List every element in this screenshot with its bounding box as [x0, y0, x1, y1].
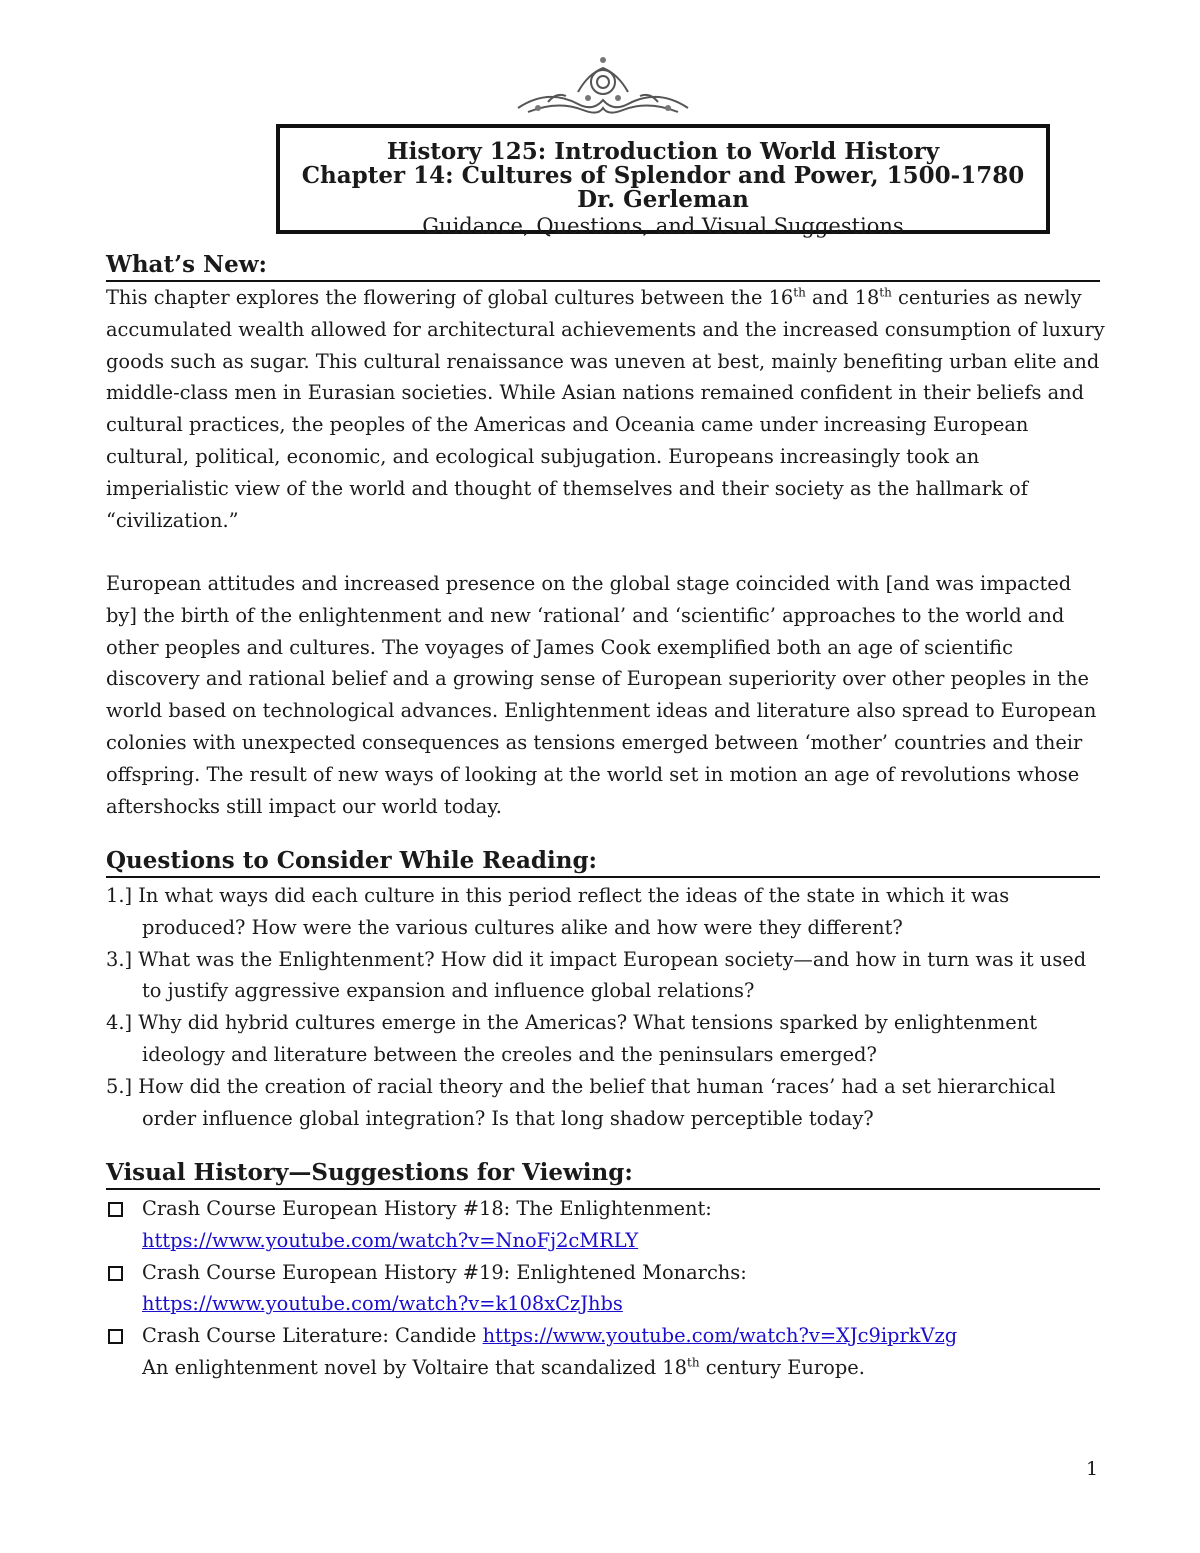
question-item: 5.] How did the creation of racial theory and the belief that human ‘races’ had a set hierarchical order influence global integration? Is that long shadow perceptible today? — [106, 1074, 1056, 1130]
viewing-item-note: An enlightenment novel by Voltaire that scandalized 18th century Europe. — [142, 1355, 865, 1379]
decorative-flourish-icon — [508, 52, 698, 124]
viewing-item-text: Crash Course European History #18: The Enlightenment: — [142, 1197, 712, 1220]
viewing-item — [106, 1193, 1106, 1257]
questions-heading: Questions to Consider While Reading: — [106, 846, 1100, 878]
whats-new-paragraph-1: This chapter explores the flowering of global cultures between the 16th and 18th centuries as newly accumulated wealth allowed for architectural achievements and the increased consumption of luxury goods such as sugar. This cultural renaissance was uneven at best, mainly benefiting urban elite and middle-class men in Eurasian societies. While Asian nations remained confident in their beliefs and cultural practices, the peoples of the Americas and Oceania came under increasing European cultural, political, economic, and ecological subjugation. Europeans increasingly took an imperialistic view of the world and thought of themselves and their society as the hallmark of “civilization.” — [106, 285, 1105, 532]
page-number: 1 — [1086, 1458, 1099, 1480]
whats-new-paragraph-2: European attitudes and increased presence on the global stage coincided with [and was impacted by] the birth of the enlightenment and new ‘rational’ and ‘scientific’ approaches to the world and other peoples and cultures. The voyages of James Cook exemplified both an age of scientific discovery and rational belief and a growing sense of European superiority over other peoples in the world based on technological advances. Enlightenment ideas and literature also spread to European colonies with unexpected consequences as tensions emerged between ‘mother’ countries and their offspring. The result of new ways of looking at the world set in motion an age of revolutions whose aftershocks still impact our world today. — [106, 572, 1097, 818]
question-item: 3.] What was the Enlightenment? How did it impact European society—and how in turn was it used to justify aggressive expansion and influence global relations? — [106, 947, 1087, 1003]
questions-list — [106, 880, 1106, 1134]
whats-new-heading: What’s New: — [106, 250, 1100, 282]
checkbox-square-icon — [108, 1266, 123, 1281]
visual-history-heading: Visual History—Suggestions for Viewing: — [106, 1158, 1100, 1190]
document-subtitle: Guidance, Questions, and Visual Suggestions — [422, 214, 904, 238]
video-link[interactable]: https://www.youtube.com/watch?v=NnoFj2cMRLY — [142, 1228, 639, 1252]
video-link[interactable]: https://www.youtube.com/watch?v=XJc9iprkVzg — [482, 1324, 958, 1348]
instructor-name: Dr. Gerleman — [577, 186, 749, 213]
chapter-title: Chapter 14: Cultures of Splendor and Power, 1500-1780 — [301, 162, 1025, 189]
viewing-item — [106, 1257, 1106, 1321]
viewing-item-text: Crash Course European History #19: Enlightened Monarchs: — [142, 1260, 747, 1284]
viewing-item-text: Crash Course Literature: Candide — [142, 1324, 483, 1348]
title-box — [276, 124, 1050, 238]
viewing-item — [106, 1320, 1106, 1384]
question-item: 4.] Why did hybrid cultures emerge in the Americas? What tensions sparked by enlightenment ideology and literature between the creoles and the peninsulars emerged? — [106, 1011, 1038, 1066]
course-title: History 125: Introduction to World History — [386, 138, 940, 165]
viewing-suggestions-list — [106, 1193, 1106, 1384]
checkbox-square-icon — [108, 1202, 123, 1217]
question-item: 1.] In what ways did each culture in this period reflect the ideas of the state in which it was produced? How were the various cultures alike and how were they different? — [106, 884, 1010, 939]
checkbox-square-icon — [108, 1329, 123, 1344]
video-link[interactable]: https://www.youtube.com/watch?v=k108xCzJhbs — [142, 1292, 623, 1316]
